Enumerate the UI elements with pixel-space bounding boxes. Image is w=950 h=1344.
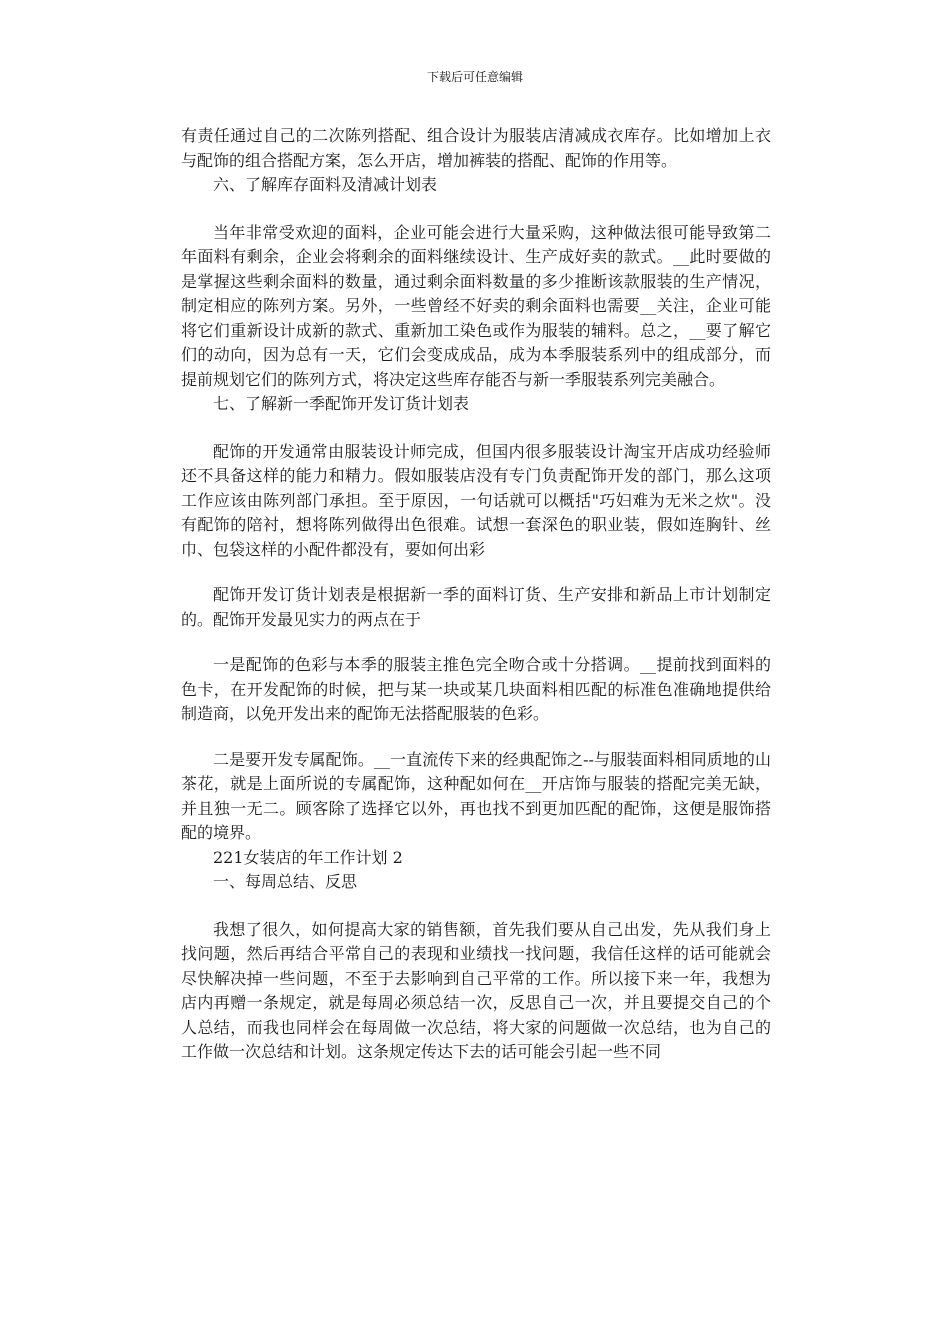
paragraph-weekly-summary: 我想了很久，如何提高大家的销售额，首先我们要从自己出发，先从我们身上找问题，然后再结合平常自己的表现和业绩找一找问题，我信任这样的话可能就会尽快解决掉一些问题，不至于去影响到自己平常的工作。所以接下来一年，我想为店内再赠一条规定，就是每周必须总结一次，反思自己一次，并且要提交自己的个人总结，而我也同样会在每周做一次总结，将大家的问题做一次总结，也为自己的工作做一次总结和计划。这条规定传达下去的话可能会引起一些不同 xyxy=(181,919,771,1061)
paragraph-point-two: 二是要开发专属配饰。__一直流传下来的经典配饰之--与服装面料相同质地的山茶花，就是上面所说的专属配饰，这种配如何在__开店饰与服装的搭配完美无缺，并且独一无二。顾客除了选择它以外，再也找不到更加匹配的配饰，这便是服饰搭配的境界。 xyxy=(181,749,771,842)
section-heading-1: 一、每周总结、反思 xyxy=(213,872,358,891)
section-heading-7: 七、了解新一季配饰开发订货计划表 xyxy=(213,394,470,413)
section-heading-6: 六、了解库存面料及清减计划表 xyxy=(213,175,438,194)
paragraph-fabric-inventory: 当年非常受欢迎的面料，企业可能会进行大量采购，这种做法很可能导致第二年面料有剩余，企业会将剩余的面料继续设计、生产成好卖的款式。__此时要做的是掌握这些剩余面料的数量，通过剩余面料数量的多少推断该款服装的生产情况，制定相应的陈列方案。另外，一些曾经不好卖的剩余面料也需要__关注，企业可能将它们重新设计成新的款式、重新加工染色或作为服装的辅料。总之，__要了解它们的动向，因为总有一天，它们会变成成品，成为本季服装系列中的组成部分，而提前规划它们的陈列方式，将决定这些库存能否与新一季服装系列完美融合。 xyxy=(181,222,771,389)
paragraph-accessory-ordering: 配饰开发订货计划表是根据新一季的面料订货、生产安排和新品上市计划制定的。配饰开发最见实力的两点在于 xyxy=(181,585,771,629)
document-body xyxy=(181,124,771,1065)
paragraph-inventory-intro: 有责任通过自己的二次陈列搭配、组合设计为服装店清减成衣库存。比如增加上衣与配饰的组合搭配方案，怎么开店，增加裤装的搭配、配饰的作用等。 xyxy=(181,126,771,170)
page-header: 下载后可任意编辑 xyxy=(426,70,523,84)
paragraph-accessory-development: 配饰的开发通常由服装设计师完成，但国内很多服装设计淘宝开店成功经验师还不具备这样的能力和精力。假如服装店没有专门负责配饰开发的部门，那么这项工作应该由陈列部门承担。至于原因，一句话就可以概括"巧妇难为无米之炊"。没有配饰的陪衬，想将陈列做得出色很难。试想一套深色的职业装，假如连胸针、丝巾、包袋这样的小配件都没有，要如何出彩 xyxy=(181,441,771,559)
plan-title: 221女装店的年工作计划 2 xyxy=(213,847,403,867)
paragraph-point-one: 一是配饰的色彩与本季的服装主推色完全吻合或十分搭调。__提前找到面料的色卡，在开发配饰的时候，把与某一块或某几块面料相匹配的标准色准确地提供给制造商，以免开发出来的配饰无法搭配服装的色彩。 xyxy=(181,655,771,723)
